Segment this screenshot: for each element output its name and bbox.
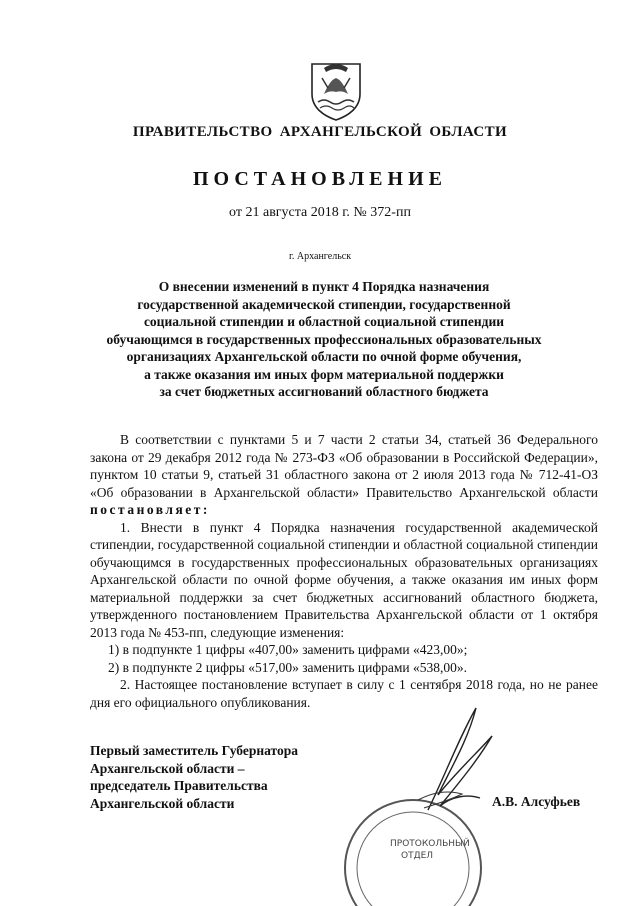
signer-position-line: Первый заместитель Губернатора (90, 743, 298, 758)
decree-word: постановляет (90, 502, 203, 517)
signer-position-line: председатель Правительства (90, 778, 268, 793)
document-date-number: от 21 августа 2018 г. № 372-пп (229, 205, 411, 220)
svg-text:ПРОТОКОЛЬНЫЙ: ПРОТОКОЛЬНЫЙ (390, 839, 470, 849)
svg-text:ОТДЕЛ: ОТДЕЛ (401, 851, 434, 861)
subject-line: организациях Архангельской области по очной форме обучения, (126, 349, 522, 364)
subject-line: О внесении изменений в пункт 4 Порядка назначения (158, 279, 490, 294)
handwritten-signature (388, 700, 498, 820)
preamble-text: В соответствии с пунктами 5 и 7 части 2 статьи 34, статьей 36 Федерального закона от 29 декабря 2012 года № 273-ФЗ «Об образовании в Российской Федерации», пунктом 10 статьи 9, статьей 31 областного закона от 2 июля 2013 года № 712-41-ОЗ «Об образовании в Архангельской области» Правительство Архангельской области (90, 432, 598, 500)
subpoint-1: 1) в подпункте 1 цифры «407,00» заменить цифрами «423,00»; (108, 642, 468, 657)
point-2: 2. Настоящее постановление вступает в силу с 1 сентября 2018 года, но не ранее дня его официального опубликования. (90, 677, 598, 710)
subject-line: обучающимся в государственных профессиональных образовательных (106, 331, 542, 347)
signer-name: А.В. Алсуфьев (492, 794, 581, 809)
subject-line: социальной стипендии и областной социальной стипендии (143, 314, 505, 329)
subject-line: государственной академической стипендии, государственной (137, 296, 511, 312)
coat-of-arms-icon (304, 58, 368, 122)
point-1: 1. Внести в пункт 4 Порядка назначения государственной академической стипендии, государственной социальной стипендии и областной социальной стипендии обучающимся в государственных профессиональных образовательных организациях Архангельской области по очной форме обучения, а также оказания им иных форм материальной поддержки за счет бюджетных ассигнований областного бюджета, утвержденного постановлением Правительства Архангельской области от 1 октября 2013 года № 453-пп, следующие изменения: (90, 519, 598, 640)
document-city: г. Архангельск (288, 251, 352, 262)
signer-position-line: Архангельской области (90, 795, 235, 811)
subject-line: за счет бюджетных ассигнований областного бюджета (159, 384, 489, 399)
decree-colon: : (202, 502, 208, 517)
subject-line: а также оказания им иных форм материальной поддержки (144, 366, 504, 382)
document-type: ПОСТАНОВЛЕНИЕ (193, 168, 447, 190)
document-body (90, 431, 598, 711)
signer-position (90, 742, 298, 812)
signer-position-line: Архангельской области – (90, 760, 245, 776)
preamble-paragraph (90, 431, 598, 519)
subpoint-2: 2) в подпункте 2 цифры «517,00» заменить цифрами «538,00». (108, 659, 468, 675)
document-subject (60, 278, 588, 401)
government-name: ПРАВИТЕЛЬСТВО АРХАНГЕЛЬСКОЙ ОБЛАСТИ (132, 124, 508, 140)
